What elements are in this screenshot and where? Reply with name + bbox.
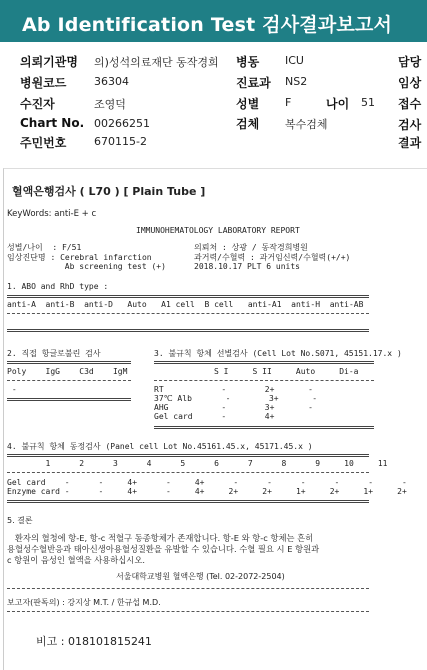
screen-row: AHG - 3+ - [154, 403, 313, 412]
screen-row: 37℃ Alb - 3+ - [154, 394, 318, 403]
remarks: 비고 : 018101815241 [36, 635, 152, 648]
label-patient: 수진자 [20, 97, 55, 111]
value-resident-number: 670115-2 [94, 135, 147, 148]
section5-title: 5. 결론 [7, 516, 33, 525]
divider [7, 295, 369, 298]
label-sex: 성별 [236, 97, 260, 111]
divider [7, 380, 131, 381]
panel-column-headers: 1 2 3 4 5 6 7 8 9 10 11 [7, 459, 388, 468]
value-chart-no: 00266251 [94, 117, 150, 130]
divider [7, 398, 131, 401]
label-chart-no: Chart No. [20, 116, 85, 130]
info-diagnosis: 임상진단명 : Cerebral infarction [7, 253, 152, 262]
info-history: 과거력/수혈력 : 과거임신력/수혈력(+/+) [194, 253, 351, 262]
label-requesting-institution: 의뢰기관명 [20, 55, 78, 69]
value-age: 51 [361, 96, 375, 109]
divider [7, 361, 131, 364]
section1-title: 1. ABO and RhD type : [7, 282, 109, 291]
divider [154, 380, 374, 381]
patient-header [0, 42, 427, 164]
label-age: 나이 [326, 97, 350, 111]
dat-column-headers: Poly IgG C3d IgM [7, 367, 128, 376]
value-hospital-code: 36304 [94, 75, 129, 88]
section2-title: 2. 직접 항글로불린 검사 [7, 349, 101, 358]
report-title: Ab Identification Test 검사결과보고서 [22, 14, 393, 36]
value-requesting-institution: 의)성석의료재단 동작경희 [94, 56, 219, 69]
label-hospital-code: 병원코드 [20, 76, 67, 90]
label-row3-right: 접수 [398, 97, 422, 111]
info-sex-age: 성별/나이 : F/51 [7, 243, 82, 252]
divider [7, 313, 369, 314]
panel-row-enzyme-card: Enzyme card - - 4+ - 4+ 2+ 2+ 1+ 2+ 1+ 2+ [7, 487, 407, 496]
divider [7, 611, 369, 612]
label-row2-right: 임상 [398, 76, 422, 90]
reporter-line: 보고자(판독의) : 강지상 M.T. / 한규섭 M.D. [7, 598, 161, 607]
divider [7, 329, 369, 332]
report-section-title: 혈액은행검사 ( L70 ) [ Plain Tube ] [12, 185, 206, 198]
label-row1-right: 담당 [398, 55, 422, 69]
value-sex: F [285, 96, 292, 109]
label-row4-right: 검사 [398, 118, 422, 132]
keywords: KeyWords: anti-E + c [7, 209, 97, 219]
divider [7, 500, 369, 503]
value-ward: ICU [285, 54, 304, 67]
lab-report-scan [3, 168, 427, 670]
label-specimen: 검체 [236, 117, 260, 131]
conclusion-line: 용혈성수혈반응과 태아신생아용혈성질환을 유발할 수 있습니다. 수혈 필요 시 E 항원과 [7, 544, 320, 554]
panel-row-gel-card: Gel card - - 4+ - 4+ - - - - - - [7, 478, 407, 487]
divider [154, 361, 374, 364]
divider [7, 588, 369, 589]
info-transfusion: 2018.10.17 PLT 6 units [194, 262, 300, 271]
value-specimen: 복수검체 [285, 118, 328, 131]
section4-title: 4. 불규칙 항체 동정검사 (Panel cell Lot No.45161.45.x, 45171.45.x ) [7, 442, 313, 451]
value-department: NS2 [285, 75, 308, 88]
divider [154, 426, 374, 429]
lab-signature-line: 서울대학교병원 혈액은행 (Tel. 02-2072-2504) [116, 572, 285, 581]
info-requester: 의뢰처 : 상광 / 동작경희병원 [194, 243, 308, 252]
label-ward: 병동 [236, 55, 260, 69]
divider [7, 454, 369, 457]
info-diagnosis-2: Ab screening test (+) [7, 262, 166, 271]
dat-result: - [7, 385, 17, 394]
section3-title: 3. 불규칙 항체 선별검사 (Cell Lot No.S071, 45151.17.x ) [154, 349, 402, 358]
screen-row: RT - 2+ - [154, 385, 313, 394]
title-bar [0, 0, 427, 42]
label-row5-right: 결과 [398, 136, 422, 150]
conclusion-line: 환자의 혈청에 항-E, 항-c 적혈구 동종항체가 존재합니다. 항-E 와 항-c 항체는 흔히 [7, 533, 314, 543]
conclusion-line: c 항원이 음성인 혈액을 사용하십시오. [7, 555, 145, 565]
screen-column-headers: S I S II Auto Di-a [214, 367, 359, 376]
label-department: 진료과 [236, 76, 271, 90]
divider [7, 472, 369, 473]
screen-row: Gel card - 4+ [154, 412, 275, 421]
abo-column-headers: anti-A anti-B anti-D Auto A1 cell B cell anti-A1 anti-H anti-AB [7, 300, 364, 309]
label-resident-number: 주민번호 [20, 136, 67, 150]
value-patient: 조영덕 [94, 98, 126, 111]
lab-report-heading: IMMUNOHEMATOLOGY LABORATORY REPORT [136, 226, 300, 235]
